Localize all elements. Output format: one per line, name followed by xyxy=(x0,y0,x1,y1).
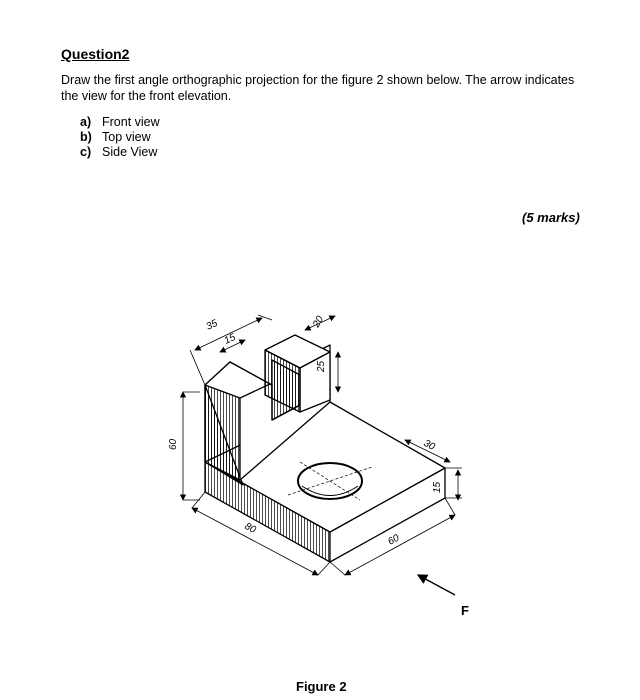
dim-label-60-height: 60 xyxy=(168,438,179,450)
question-title: Question2 xyxy=(61,46,130,62)
question-instructions: Draw the first angle orthographic projection for the figure 2 shown below. The arrow indicates the view for the front elevation. xyxy=(61,73,575,103)
subpart-c-text: Side View xyxy=(102,145,158,159)
view-direction-label: F xyxy=(461,603,469,618)
view-direction-arrow xyxy=(418,575,455,595)
dim-label-20: 20 xyxy=(311,314,327,330)
dim-label-80: 80 xyxy=(242,520,258,536)
figure-caption: Figure 2 xyxy=(296,679,347,694)
subpart-a-text: Front view xyxy=(102,115,160,129)
subpart-b-text: Top view xyxy=(102,130,151,144)
marks-label: (5 marks) xyxy=(522,210,580,225)
dim-label-25: 25 xyxy=(316,360,327,372)
dim-label-15-right: 15 xyxy=(432,481,443,493)
dim-label-35: 35 xyxy=(204,318,220,333)
subpart-b-label: b) xyxy=(80,130,92,144)
dim-label-60-depth: 60 xyxy=(386,532,402,548)
subpart-c-label: c) xyxy=(80,145,92,159)
dim-label-15-top: 15 xyxy=(222,332,238,347)
subpart-a-label: a) xyxy=(80,115,92,129)
dim-label-30: 30 xyxy=(421,437,437,453)
